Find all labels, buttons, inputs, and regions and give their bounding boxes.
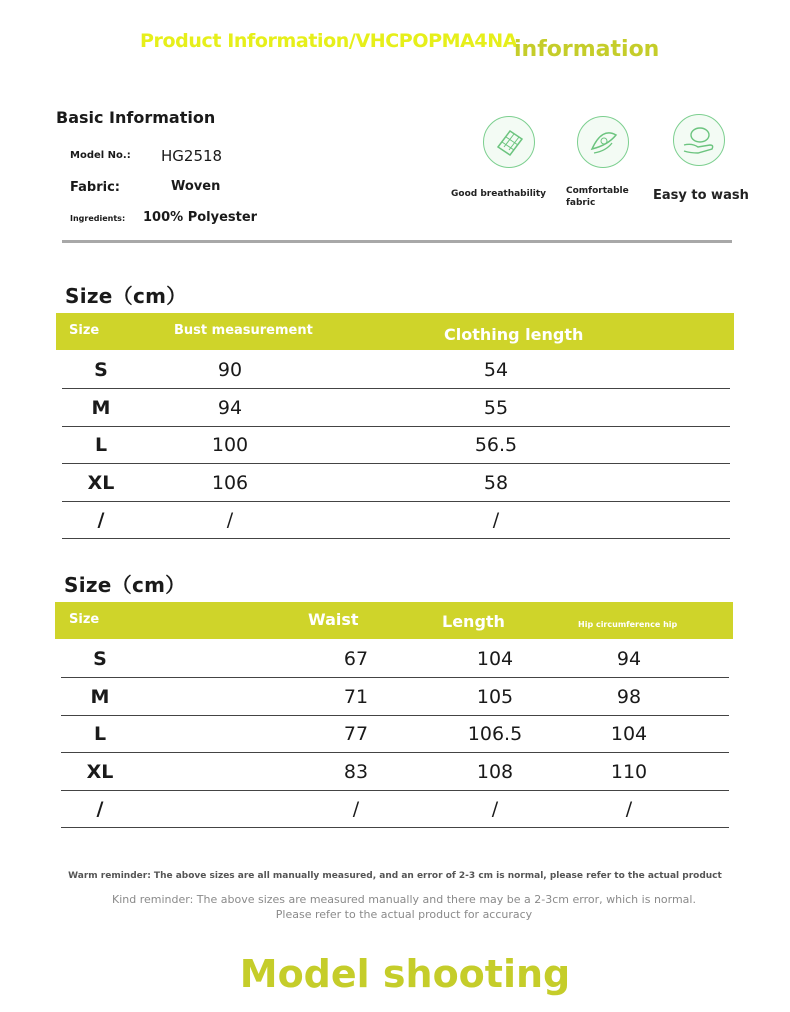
table-cell: 105 — [476, 685, 514, 708]
header-length: Length — [442, 612, 505, 631]
table-row — [62, 426, 730, 464]
table-row — [61, 790, 729, 828]
table-row — [62, 464, 730, 502]
top-table-heading: Size（cm） — [65, 284, 187, 308]
table-cell: 67 — [343, 648, 369, 670]
soft-fabric-icon — [577, 116, 629, 168]
table-cell: XL — [86, 760, 114, 783]
product-info-title: Product Information/VHCPOPMA4NA — [140, 30, 518, 52]
table-cell: / — [226, 509, 234, 531]
table-cell: XL — [87, 471, 115, 494]
bottom-table-header — [55, 602, 733, 639]
table-row — [61, 715, 729, 753]
feature-breathability-label: Good breathability — [451, 189, 547, 199]
basic-info-heading: Basic Information — [56, 108, 216, 127]
table-row — [62, 351, 730, 389]
section-divider — [62, 240, 732, 243]
top-table-header — [56, 313, 734, 350]
table-cell: 100 — [211, 434, 249, 456]
model-label: Model No.: — [70, 150, 131, 161]
table-cell: / — [625, 798, 633, 820]
fabric-value: Woven — [171, 179, 221, 194]
header-waist: Waist — [308, 610, 359, 629]
table-cell: 56.5 — [474, 434, 518, 456]
table-cell: 106.5 — [467, 723, 523, 745]
warm-reminder: Warm reminder: The above sizes are all manually measured, and an error of 2-3 cm is normal, please refer to the actual product — [68, 871, 722, 881]
ingredients-value: 100% Polyester — [143, 210, 258, 225]
model-value: HG2518 — [161, 147, 223, 165]
table-cell: 77 — [343, 723, 369, 745]
table-row — [62, 389, 730, 427]
table-cell: 83 — [343, 760, 369, 783]
table-cell: 94 — [616, 648, 642, 670]
feature-comfortable-label: Comfortable fabric — [566, 186, 629, 208]
bottom-table-heading: Size（cm） — [64, 573, 186, 597]
table-cell: 58 — [483, 471, 509, 494]
table-row — [61, 640, 729, 678]
table-cell: L — [93, 723, 107, 745]
table-cell: 104 — [610, 723, 648, 745]
table-cell: / — [97, 509, 105, 531]
kind-reminder-line2: Please refer to the actual product for accuracy — [275, 908, 533, 921]
header-hip: Hip circumference hip — [578, 620, 678, 629]
feature-wash-label: Easy to wash — [653, 188, 749, 203]
information-title: information — [514, 37, 660, 62]
table-cell: 104 — [476, 648, 514, 670]
kind-reminder-line1: Kind reminder: The above sizes are measured manually and there may be a 2-3cm error, which is normal. — [112, 893, 696, 906]
table-cell: S — [94, 359, 108, 381]
table-cell: M — [91, 396, 111, 419]
table-cell: M — [90, 685, 110, 708]
table-cell: / — [491, 798, 499, 820]
table-cell: 54 — [483, 359, 509, 381]
table-cell: L — [94, 434, 108, 456]
table-cell: 98 — [616, 685, 642, 708]
breathable-fabric-icon — [483, 116, 535, 168]
table-cell: 90 — [217, 359, 243, 381]
ingredients-label: Ingredients: — [70, 214, 126, 223]
table-cell: 106 — [211, 471, 249, 494]
table-cell: 108 — [476, 760, 514, 783]
table-cell: 55 — [483, 396, 509, 419]
table-cell: / — [492, 509, 500, 531]
hand-wash-icon — [673, 114, 725, 166]
table-row — [62, 501, 730, 539]
table-cell: / — [96, 798, 104, 820]
table-cell: / — [352, 798, 360, 820]
model-shooting-title: Model shooting — [239, 952, 571, 996]
header-size: Size — [69, 612, 100, 627]
table-cell: 71 — [343, 685, 369, 708]
table-cell: 94 — [217, 396, 243, 419]
table-cell: S — [93, 648, 107, 670]
table-cell: 110 — [610, 760, 648, 783]
header-size: Size — [69, 323, 100, 338]
header-clothing-length: Clothing length — [444, 325, 584, 344]
kind-reminder — [0, 892, 790, 922]
header-bust: Bust measurement — [174, 323, 313, 338]
table-row — [61, 753, 729, 791]
table-row — [61, 678, 729, 716]
fabric-label: Fabric: — [70, 180, 120, 195]
